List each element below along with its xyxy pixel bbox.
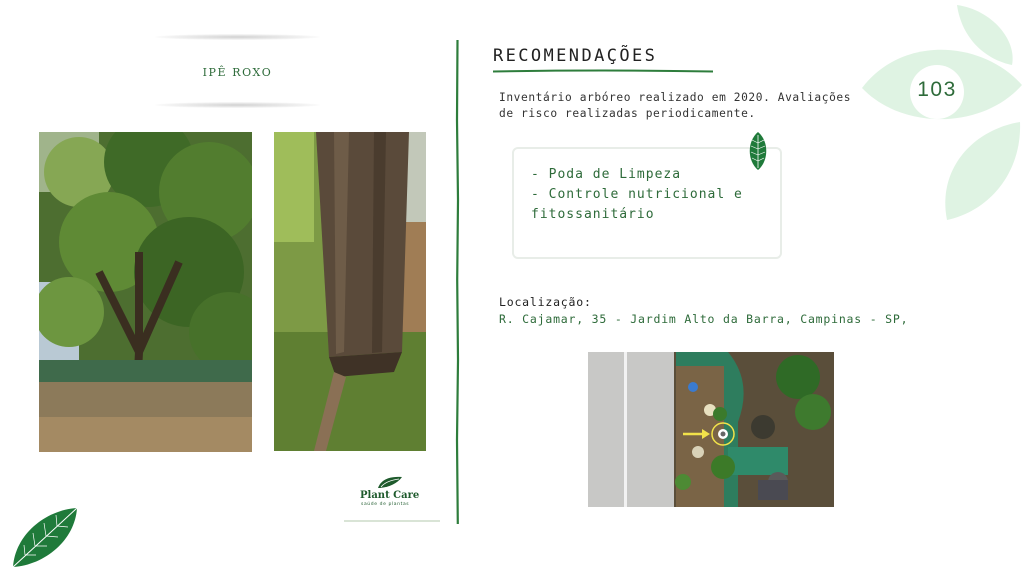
- recommendations-heading: RECOMENDAÇÕES: [493, 46, 658, 66]
- plant-care-logo: [352, 475, 432, 525]
- decorative-leaf-icon: [10, 505, 80, 570]
- tree-trunk-illustration: [274, 132, 426, 451]
- tree-canopy-photo: [39, 132, 252, 452]
- recommendation-item: - Controle nutricional e fitossanitário: [531, 187, 743, 222]
- header-shadow-bottom: [155, 102, 320, 108]
- aerial-map: [588, 352, 834, 507]
- logo-leaf-icon: [377, 475, 403, 489]
- header-shadow-top: [155, 34, 320, 40]
- page-number: 103: [917, 78, 957, 101]
- logo-name: Plant Care: [360, 490, 420, 501]
- decorative-leaves-icon: [862, 0, 1024, 225]
- aerial-map-illustration: [588, 352, 834, 507]
- logo-tagline: saúde de plantas: [361, 502, 410, 507]
- recommendations-intro: Inventário arbóreo realizado em 2020. Avaliações de risco realizadas periodicamente.: [499, 91, 852, 120]
- location-address: R. Cajamar, 35 - Jardim Alto da Barra, Campinas - SP,: [499, 312, 909, 326]
- logo-underline: [344, 520, 440, 522]
- recommendations-list: [531, 165, 776, 225]
- location-label: Localização:: [499, 295, 592, 309]
- vertical-divider: [455, 40, 460, 524]
- recommendation-item: - Poda de Limpeza: [531, 167, 682, 182]
- heading-underline: [493, 69, 713, 74]
- tree-name: IPÊ ROXO: [202, 66, 273, 79]
- tree-trunk-photo: [274, 132, 426, 451]
- tree-name-header: [155, 34, 320, 106]
- tree-canopy-illustration: [39, 132, 252, 452]
